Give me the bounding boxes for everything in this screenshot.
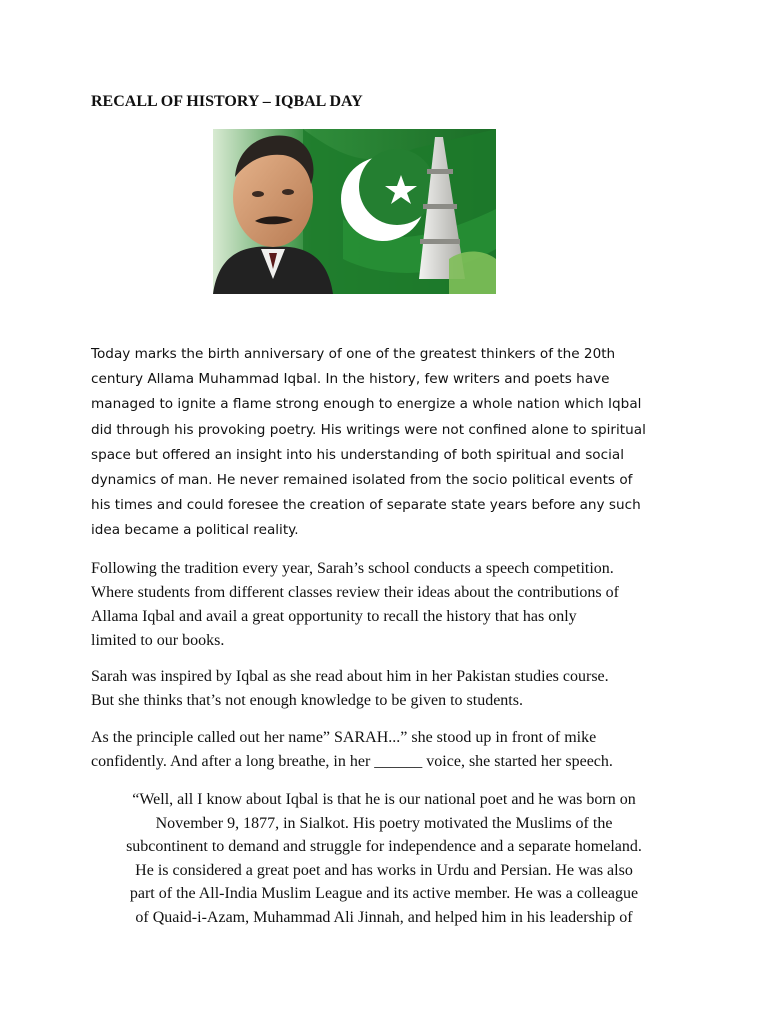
- text-line: his times and could foresee the creation of separate state years before any such: [91, 497, 641, 514]
- paragraph-speech-start: [91, 726, 691, 774]
- paragraph-inspiration: [91, 665, 691, 713]
- text-line: confidently. And after a long breathe, in her ______ voice, she started her speech.: [91, 753, 613, 770]
- text-line: “Well, all I know about Iqbal is that he is our national poet and he was born on: [132, 791, 636, 808]
- paragraph-tradition: [91, 557, 691, 653]
- text-line: But she thinks that’s not enough knowledge to be given to students.: [91, 692, 523, 709]
- text-line: limited to our books.: [91, 632, 225, 649]
- text-line: idea became a political reality.: [91, 522, 299, 539]
- text-line: space but offered an insight into his understanding of both spiritual and social: [91, 446, 624, 463]
- iqbal-portrait-icon: [213, 129, 496, 294]
- text-line: Sarah was inspired by Iqbal as she read about him in her Pakistan studies course.: [91, 668, 609, 685]
- speech-quote: [80, 788, 688, 930]
- text-line: of Quaid-i-Azam, Muhammad Ali Jinnah, and helped him in his leadership of: [135, 908, 633, 926]
- text-line: Today marks the birth anniversary of one of the greatest thinkers of the 20th: [91, 346, 616, 362]
- document-title: RECALL OF HISTORY – IQBAL DAY: [91, 93, 363, 110]
- text-line: November 9, 1877, in Sialkot. His poetry motivated the Muslims of the: [155, 814, 613, 832]
- text-line: century Allama Muhammad Iqbal. In the history, few writers and poets have: [91, 371, 610, 388]
- text-line: Where students from different classes review their ideas about the contributions of: [91, 584, 619, 601]
- text-line: did through his provoking poetry. His writings were not confined alone to spiritual: [91, 421, 646, 438]
- text-line: As the principle called out her name” SARAH...” she stood up in front of mike: [91, 729, 597, 746]
- text-line: dynamics of man. He never remained isolated from the socio political events of: [91, 472, 633, 489]
- text-line: part of the All-India Muslim League and its active member. He was a colleague: [129, 885, 639, 903]
- text-line: subcontinent to demand and struggle for independence and a separate homeland.: [126, 838, 642, 856]
- text-line: Following the tradition every year, Sarah’s school conducts a speech competition.: [91, 560, 614, 577]
- text-line: Allama Iqbal and avail a great opportunity to recall the history that has only: [91, 608, 577, 625]
- text-line: He is considered a great poet and has works in Urdu and Persian. He was also: [135, 861, 633, 879]
- text-line: managed to ignite a flame strong enough to energize a whole nation which Iqbal: [91, 396, 642, 413]
- paragraph-intro: [91, 342, 691, 544]
